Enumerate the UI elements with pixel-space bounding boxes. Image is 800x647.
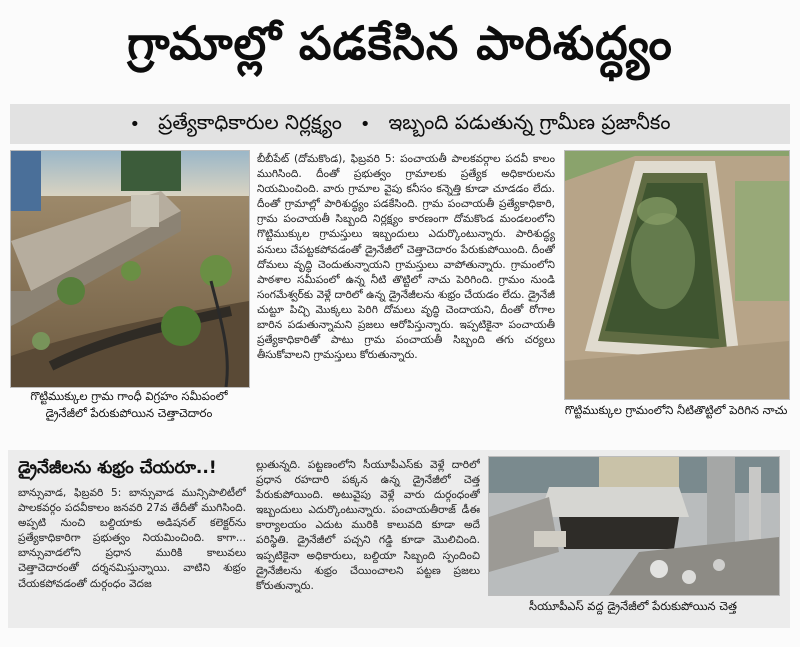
subheading-2: ఇబ్బంది పడుతున్న గ్రామీణ ప్రజానీకం xyxy=(388,109,671,134)
caption-bottom-photo: సీయూపీఎస్ వద్ద డ్రైనేజీలో పేరుకుపోయిన చెత్త xyxy=(529,599,737,613)
caption-left-photo: గొట్టిముక్కుల గ్రామ గాంధీ విగ్రహం సమీపంలో డ్రైనేజీలో పేరుకుపోయిన చెత్తాచెదారం xyxy=(30,389,228,420)
sub-story-column-1: బాన్సువాడ, ఫిబ్రవరి 5: బాన్సువాడ మున్సిపాలిటీలో పాలకవర్గం పదవీకాలం జనవరి 27వ తేదీతో ముగిసింది. అప్పటి నుంచి బల్దియాకు అడిషనల్ కలెక్టర్‌ను ప్రత్యేకాధికారిగా ప్రభుత్వం నియమించింది. కాగా... బాన్సువాడలోని ప్రధాన మురికి కాలువలు చెత్తాచెదారంతో దర్శనమిస్తున్నాయి. వాటిని శుభ్రం చేయకపోవడంతో దుర్గంధం వెదజ xyxy=(18,487,246,590)
bullet-icon: • xyxy=(359,113,371,135)
photo-water-tank-algae xyxy=(564,150,790,400)
main-article-text: బీబీపేట్ (దోమకొండ), ఫిబ్రవరి 5: పంచాయతీ పాలకవర్గాల పదవీ కాలం ముగిసింది. దీంతో ప్రభుత్వం గ్రామాలకు ప్రత్యేక అధికారులను నియమించింది. వారు గ్రామాల వైపు కనీసం కన్నెత్తి కూడా చూడడం లేదు. దీంతో గ్రామాల్లో పారిశుద్ధ్యం పడకేసింది. గ్రామ పంచాయతీ ప్రత్యేకాధికారి, గ్రామ పంచాయతీ సిబ్బంది నిర్లక్ష్యం కారణంగా దోమకొండ మండలంలోని గొట్టిముక్కుల గ్రామస్తులు ఇబ్బందులు ఎదుర్కొంటున్నారు. పారిశుద్ధ్య పనులు చేపట్టకపోవడంతో డ్రైనేజీలో చెత్తాచెదారం పేరుకుపోయింది. దీంతో దోమలు వృద్ధి చెందుతున్నాయని గ్రామస్తులు వాపోతున్నారు. గ్రామంలోని పాఠశాల సమీపంలో ఉన్న నీటి తొట్టిలో నాచు పెరిగింది. గ్రామం నుండి సంగమేశ్వర్‌కు వెళ్లే దారిలో ఉన్న డ్రైనేజీలను శుభ్రం చేయడం లేదు. డ్రైనేజీ చుట్టూ పిచ్చి మొక్కలు పెరిగి దోమలు వృద్ధి చెందాయని, దీంతో రోగాల బారిన పడుతున్నామని ప్రజలు ఆరోపిస్తున్నారు. ఇప్పటికైనా పంచాయతీ ప్రత్యేకాధికారితో పాటు గ్రామ పంచాయతీ సిబ్బంది తగు చర్యలు తీసుకోవాలని గ్రామస్తులు కోరుతున్నారు. xyxy=(257,153,555,362)
photo-cups-drainage xyxy=(488,456,780,596)
sub-story-title: డ్రైనేజీలను శుభ్రం చేయరూ..! xyxy=(18,458,217,478)
headline: గ్రామాల్లో పడకేసిన పారిశుద్ధ్యం xyxy=(127,16,673,70)
subheading-1: ప్రత్యేకాధికారుల నిర్లక్ష్యం xyxy=(158,109,342,134)
cups-drainage-photo-illustration xyxy=(489,457,779,595)
caption-right-photo: గొట్టిముక్కుల గ్రామంలోని నీటితొట్టిలో పెరిగిన నాచు xyxy=(564,403,788,417)
subheading-bar xyxy=(10,104,790,144)
sub-story-column-2: ల్లుతున్నది. పట్టణంలోని సీయూపీఎస్‌కు వెళ్లే దారిలో ప్రధాన రహదారి పక్కన ఉన్న డ్రైనేజీలో చెత్త పేరుకుపోయింది. అటువైపు వెళ్లే వారు దుర్గంధంతో ఇబ్బందులు ఎదుర్కొంటున్నారు. పంచాయతీరాజ్ డీఈ కార్యాలయం ఎదుట మురికి కాలువది కూడా అదే పరిస్థితి. డ్రైనేజీలో పచ్చని గడ్డి కూడా మొలిచింది. ఇప్పటికైనా అధికారులు, బల్దియా సిబ్బంది స్పందించి డ్రైనేజీలను శుభ్రం చేయించాలని పట్టణ ప్రజలు కోరుతున్నారు. xyxy=(256,459,480,592)
water-tank-photo-illustration xyxy=(565,151,789,399)
drainage-photo-illustration xyxy=(11,151,249,387)
bullet-icon: • xyxy=(129,113,141,135)
photo-drainage-garbage xyxy=(10,150,250,388)
